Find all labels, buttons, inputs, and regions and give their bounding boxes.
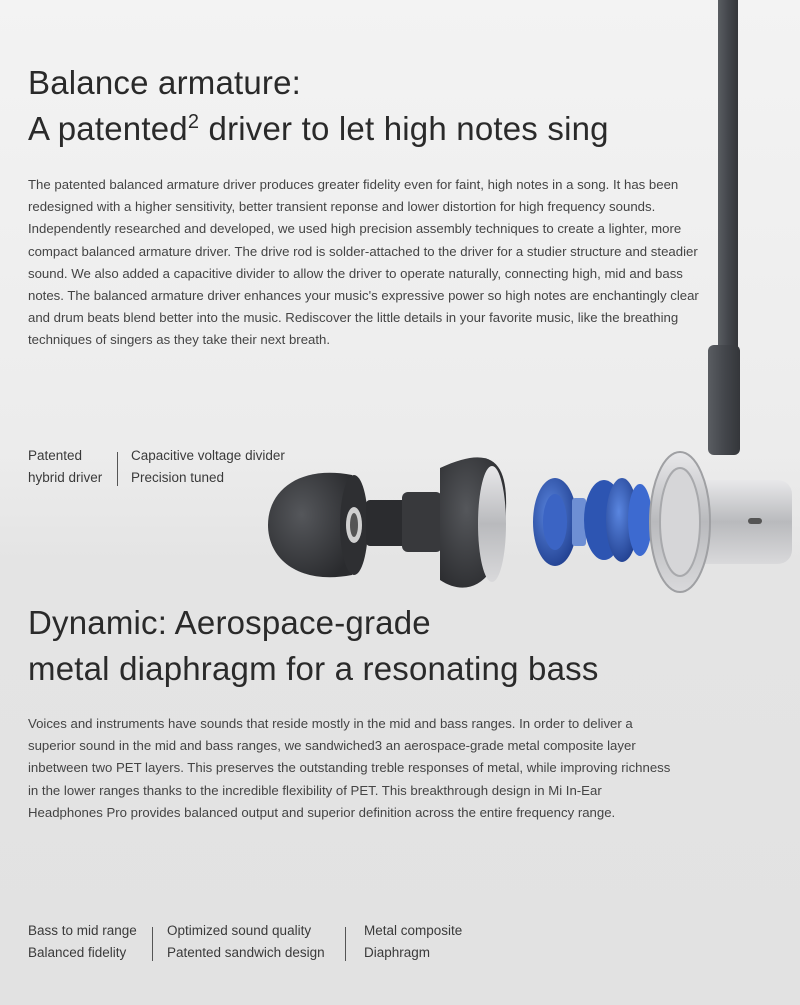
heading-line-2: A patented$^2$ driver to let high notes sing	[28, 110, 609, 147]
heading-line-1: Dynamic: Aerospace-grade	[28, 604, 431, 641]
spec-divider	[152, 927, 153, 961]
spec-metal-composite: Metal composite Diaphragm	[364, 923, 463, 960]
footnote-marker: 2	[187, 111, 200, 133]
spec-capacitive-divider: Capacitive voltage divider Precision tuned	[131, 448, 285, 485]
spec-divider	[345, 927, 346, 961]
cable	[708, 0, 740, 455]
dynamic-driver-description: Voices and instruments have sounds that reside mostly in the mid and bass ranges. In order to deliver a superior sound in the mid and bass ranges, we sandwiched3 an aerospace-grade metal composite layer inbetween two PET layers. This preserves the outstanding treble responses of metal, while improving richness in the lower ranges thanks to the incredible flexibility of PET. This breakthrough design in Mi In-Ear Headphones Pro provides balanced output and superior definition across the entire frequency range.	[28, 716, 671, 820]
metal-housing	[650, 452, 792, 592]
spec-patented-hybrid: Patented hybrid driver	[28, 448, 103, 485]
balanced-armature-description: The patented balanced armature driver produces greater fidelity even for faint, high notes in a song. It has been redesigned with a higher sensitivity, better transient reponse and lower distortion for high frequency sounds. Independently researched and developed, we used high precision assembly techniques to create a lighter, more compact balanced armature driver. The drive rod is solder-attached to the driver for a studier structure and steadier sound. We also added a capacitive divider to allow the driver to operate naturally, connecting high, mid and bass notes. The balanced armature driver enhances your music's expressive power so high notes are enchantingly clear and drum beats blend better into the music. Rediscover the little details in your favorite music, like the breathing techniques of singers as they take their next breath.	[28, 177, 699, 348]
spec-divider	[117, 452, 118, 486]
dynamic-driver-heading	[28, 600, 599, 692]
heading-line-2: metal diaphragm for a resonating bass	[28, 650, 599, 687]
spec-bass-mid: Bass to mid range Balanced fidelity	[28, 923, 137, 960]
dynamic-driver-parts	[533, 478, 652, 566]
balanced-armature-heading	[28, 60, 609, 152]
heading-line-1: Balance armature:	[28, 64, 302, 101]
rear-housing	[366, 457, 506, 587]
spec-sound-quality: Optimized sound quality Patented sandwich design	[167, 923, 325, 960]
